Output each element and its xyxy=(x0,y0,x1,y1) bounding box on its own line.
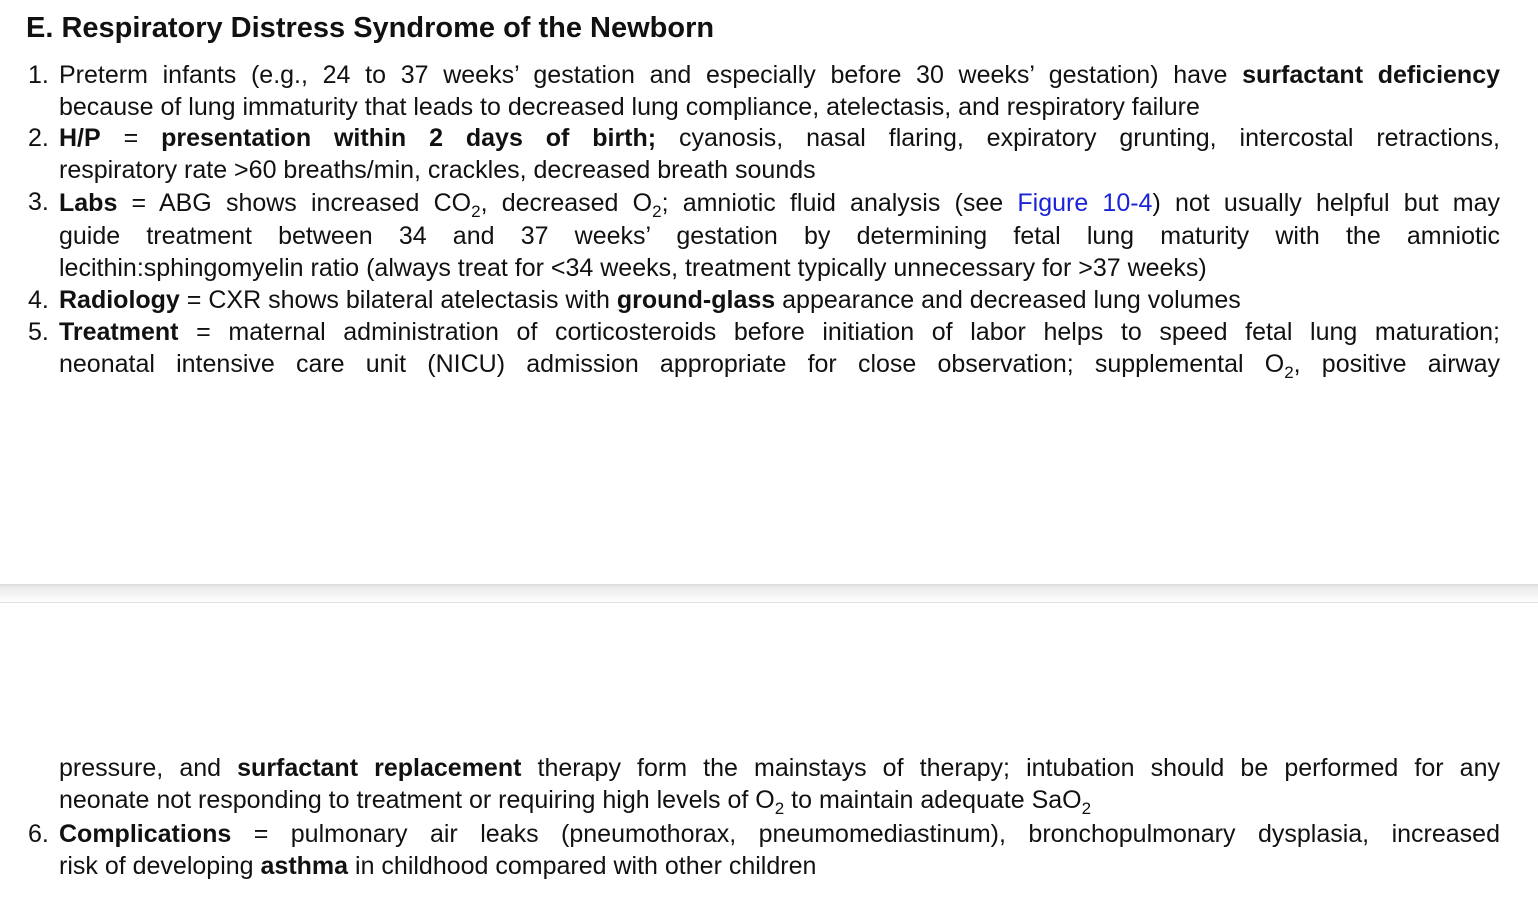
item-number: 6. xyxy=(28,820,49,848)
list-item-3 xyxy=(28,186,1500,284)
item-label: Labs xyxy=(59,189,118,217)
item-number: 1. xyxy=(28,61,49,89)
item-number: 3. xyxy=(28,188,49,216)
page-break-line xyxy=(0,602,1538,603)
bold-term: asthma xyxy=(260,852,349,880)
item-line: because of lung immaturity that leads to decreased lung compliance, atelectasis, and respiratory failure xyxy=(59,93,1200,121)
bold-term: presentation within 2 days of birth; xyxy=(161,124,657,152)
item-line: Radiology = CXR shows bilateral atelectasis with ground-glass appearance and decreased lung volumes xyxy=(59,286,1241,314)
item-number: 4. xyxy=(28,286,49,314)
item-label: Treatment xyxy=(59,318,179,346)
item-line: Preterm infants (e.g., 24 to 37 weeks’ gestation and especially before 30 weeks’ gestation) have surfactant deficiency xyxy=(59,61,1500,89)
page-bottom xyxy=(0,604,1538,898)
list-item-4 xyxy=(28,284,1500,316)
bold-term: ground-glass xyxy=(616,286,776,314)
bold-term: surfactant deficiency xyxy=(1242,61,1500,89)
list-item-2 xyxy=(28,122,1500,186)
page-break xyxy=(0,584,1538,604)
item-label: H/P xyxy=(59,124,101,152)
item-line: Treatment = maternal administration of corticosteroids before initiation of labor helps to speed fetal lung maturation; xyxy=(59,318,1500,346)
list-item-6 xyxy=(28,818,1500,882)
bold-term: surfactant replacement xyxy=(237,754,522,782)
item-line: Labs = ABG shows increased $CO_2$, decreased $O_2$; amniotic fluid analysis (see Figure 10-4) not usually helpful but may xyxy=(59,189,1500,221)
item-line: respiratory rate >60 breaths/min, crackles, decreased breath sounds xyxy=(59,156,816,184)
item-label: Complications xyxy=(59,820,232,848)
item-line: risk of developing asthma in childhood compared with other children xyxy=(59,852,817,880)
item-line: H/P = presentation within 2 days of birth; cyanosis, nasal flaring, expiratory grunting, intercostal retractions, xyxy=(59,124,1500,152)
item-label: Radiology xyxy=(59,286,180,314)
list-item-1 xyxy=(28,59,1500,123)
list-item-5-continued xyxy=(28,752,1500,816)
section-heading: E. Respiratory Distress Syndrome of the Newborn xyxy=(26,12,715,44)
item-number: 2. xyxy=(28,124,49,152)
item-line: neonatal intensive care unit (NICU) admission appropriate for close observation; supplemental $O_2$, positive airway xyxy=(59,350,1500,382)
item-line: guide treatment between 34 and 37 weeks’ gestation by determining fetal lung maturity with the amniotic xyxy=(59,222,1500,250)
item-line: neonate not responding to treatment or requiring high levels of $O_2$ to maintain adequate SaO$_2$ xyxy=(59,786,1092,818)
list-item-5 xyxy=(28,316,1500,380)
item-line: pressure, and surfactant replacement therapy form the mainstays of therapy; intubation should be performed for any xyxy=(59,754,1500,782)
item-line: lecithin:sphingomyelin ratio (always treat for <34 weeks, treatment typically unnecessary for >37 weeks) xyxy=(59,254,1207,282)
figure-link[interactable]: Figure 10-4 xyxy=(1017,189,1153,217)
item-line: Complications = pulmonary air leaks (pneumothorax, pneumomediastinum), bronchopulmonary dysplasia, increased xyxy=(59,820,1500,848)
item-number: 5. xyxy=(28,318,49,346)
